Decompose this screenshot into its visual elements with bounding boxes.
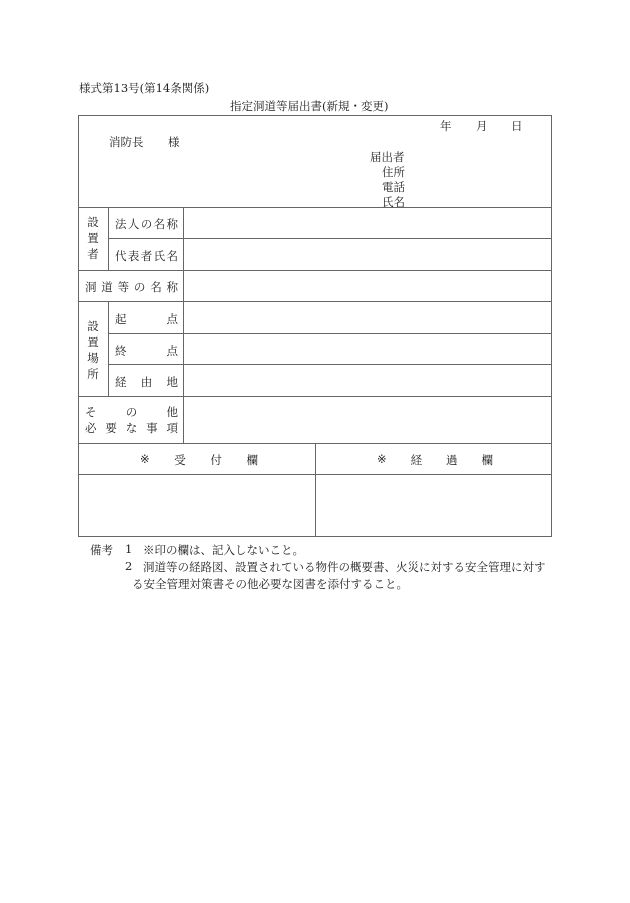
addressee-label: 消防長 (109, 135, 144, 149)
tunnel-name-label: 洞 道 等 の 名 称 (85, 280, 178, 294)
end-point-label: 終 点 (115, 344, 178, 358)
divider (78, 396, 552, 397)
rep-name-field[interactable] (185, 240, 550, 269)
start-point-label: 起 点 (115, 312, 178, 326)
via-point-field[interactable] (185, 366, 550, 395)
divider (108, 364, 552, 365)
other-label-line2: 必 要 な 事 項 (85, 421, 178, 435)
divider (78, 207, 552, 208)
date-month-label: 月 (476, 119, 488, 133)
end-point-field[interactable] (185, 335, 550, 363)
installer-group-label: 設 置 者 (87, 215, 99, 261)
remark-1-text: ※印の欄は、記入しないこと。 (143, 543, 304, 557)
divider (183, 207, 184, 443)
remark-2-text-line1: 洞道等の経路図、設置されている物件の概要書、火災に対する安全管理に対す (143, 560, 546, 574)
progress-field[interactable] (317, 476, 551, 536)
document-title: 指定洞道等届出書(新規・変更) (230, 99, 389, 113)
divider (78, 270, 552, 271)
divider (78, 301, 552, 302)
name-label: 氏名 (382, 195, 405, 209)
other-label-line1: そ の 他 (85, 405, 178, 419)
divider (108, 207, 109, 270)
address-label: 住所 (382, 165, 405, 179)
remark-2-text-line2: る安全管理対策書その他必要な図書を添付すること。 (132, 577, 408, 591)
remarks-heading: 備考 (90, 543, 113, 557)
divider (315, 443, 316, 537)
date-year-label: 年 (440, 119, 452, 133)
honorific-label: 様 (168, 135, 180, 149)
divider (108, 333, 552, 334)
reception-field[interactable] (80, 476, 314, 536)
start-point-field[interactable] (185, 303, 550, 332)
phone-label: 電話 (382, 180, 405, 194)
location-group-label: 設 置 場 所 (87, 319, 99, 381)
other-field[interactable] (185, 398, 550, 442)
corp-name-field[interactable] (185, 209, 550, 237)
tunnel-name-field[interactable] (185, 272, 550, 300)
divider (108, 301, 109, 396)
via-point-label: 経 由 地 (115, 375, 178, 389)
progress-label: ※ 経 過 欄 (377, 452, 493, 467)
form-number: 様式第13号(第14条関係) (79, 81, 210, 95)
divider (108, 238, 552, 239)
applicant-label: 届出者 (370, 150, 405, 164)
remark-2-number: 2 (125, 559, 133, 573)
date-day-label: 日 (511, 119, 523, 133)
rep-name-label: 代 表 者 氏 名 (115, 249, 178, 263)
corp-name-label: 法 人 の 名 称 (115, 217, 178, 231)
remark-1-number: 1 (125, 542, 133, 556)
reception-label: ※ 受 付 欄 (140, 452, 258, 467)
